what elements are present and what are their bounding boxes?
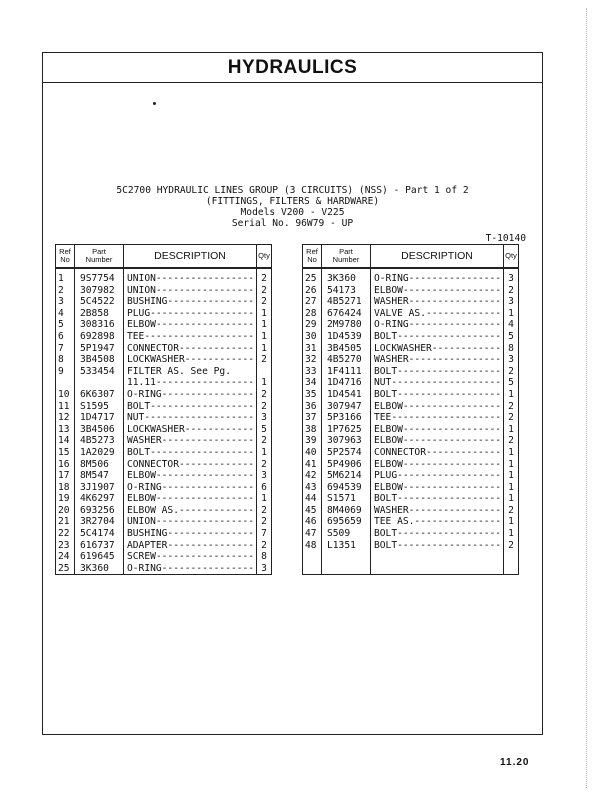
ref-cell: 44 bbox=[303, 493, 322, 505]
ref-cell: 13 bbox=[56, 424, 75, 436]
ref-cell: 47 bbox=[303, 528, 322, 540]
part-number-cell: 3R2704 bbox=[75, 516, 124, 528]
table-row bbox=[303, 319, 519, 331]
part-number-cell: 3B4508 bbox=[75, 354, 124, 366]
ref-cell: 38 bbox=[303, 424, 322, 436]
description-cell: O-RING---------------- bbox=[371, 319, 504, 331]
ref-cell: 25 bbox=[56, 563, 75, 575]
table-row bbox=[303, 268, 519, 285]
table-row bbox=[56, 412, 272, 424]
qty-cell: 1 bbox=[257, 319, 272, 331]
part-number-cell: S1571 bbox=[322, 493, 371, 505]
table-row bbox=[56, 366, 272, 378]
part-number-cell: 694539 bbox=[322, 482, 371, 494]
qty-cell: 3 bbox=[257, 563, 272, 575]
col-part-number: Part Number bbox=[322, 245, 371, 269]
table-row bbox=[56, 285, 272, 297]
table-row bbox=[303, 505, 519, 517]
description-cell: O-RING---------------- bbox=[124, 482, 257, 494]
qty-cell: 2 bbox=[257, 505, 272, 517]
part-number-cell: 8M547 bbox=[75, 470, 124, 482]
qty-cell: 2 bbox=[257, 459, 272, 471]
description-cell: ELBOW----------------- bbox=[371, 482, 504, 494]
qty-cell: 1 bbox=[257, 331, 272, 343]
heading-line-3: Models V200 - V225 bbox=[240, 207, 345, 218]
part-number-cell: 619645 bbox=[75, 551, 124, 563]
qty-cell: 1 bbox=[257, 343, 272, 355]
qty-cell: 8 bbox=[257, 551, 272, 563]
table-row bbox=[303, 389, 519, 401]
ref-cell: 11 bbox=[56, 401, 75, 413]
qty-cell: 2 bbox=[257, 389, 272, 401]
ref-cell: 28 bbox=[303, 308, 322, 320]
ref-cell: 15 bbox=[56, 447, 75, 459]
qty-cell: 1 bbox=[257, 493, 272, 505]
ref-cell: 32 bbox=[303, 354, 322, 366]
ref-cell: 31 bbox=[303, 343, 322, 355]
part-number-cell: 5P3166 bbox=[322, 412, 371, 424]
description-cell: NUT------------------- bbox=[371, 377, 504, 389]
qty-cell: 1 bbox=[504, 470, 519, 482]
description-cell: BOLT------------------ bbox=[371, 493, 504, 505]
page-number: 11.20 bbox=[500, 757, 530, 768]
table-row bbox=[303, 377, 519, 389]
table-row bbox=[303, 528, 519, 540]
part-number-cell: 4K6297 bbox=[75, 493, 124, 505]
page-title: HYDRAULICS bbox=[227, 56, 358, 78]
table-row bbox=[56, 551, 272, 563]
qty-cell: 5 bbox=[504, 377, 519, 389]
heading-line-2: (FITTINGS, FILTERS & HARDWARE) bbox=[205, 196, 380, 207]
ref-cell: 14 bbox=[56, 435, 75, 447]
ref-cell: 30 bbox=[303, 331, 322, 343]
parts-table-right bbox=[302, 244, 519, 575]
table-row bbox=[303, 354, 519, 366]
description-cell: PLUG------------------ bbox=[371, 470, 504, 482]
description-cell: CONNECTOR------------- bbox=[371, 447, 504, 459]
description-cell: BOLT------------------ bbox=[371, 540, 504, 552]
part-number-cell: 693256 bbox=[75, 505, 124, 517]
description-cell: BUSHING--------------- bbox=[124, 528, 257, 540]
description-cell: CONNECTOR------------- bbox=[124, 343, 257, 355]
part-number-cell bbox=[322, 563, 371, 575]
page-frame bbox=[42, 52, 543, 735]
description-cell bbox=[371, 563, 504, 575]
ref-cell: 19 bbox=[56, 493, 75, 505]
table-row bbox=[56, 401, 272, 413]
part-number-cell: 695659 bbox=[322, 516, 371, 528]
table-row bbox=[56, 528, 272, 540]
table-row bbox=[56, 435, 272, 447]
table-row bbox=[303, 470, 519, 482]
qty-cell: 1 bbox=[504, 516, 519, 528]
description-cell: ELBOW----------------- bbox=[371, 459, 504, 471]
ref-cell: 34 bbox=[303, 377, 322, 389]
table-row bbox=[303, 401, 519, 413]
part-number-cell: 8M4069 bbox=[322, 505, 371, 517]
part-number-cell: 1P7625 bbox=[322, 424, 371, 436]
part-number-cell: 2B858 bbox=[75, 308, 124, 320]
description-cell: TEE------------------- bbox=[371, 412, 504, 424]
qty-cell bbox=[257, 366, 272, 378]
ref-cell: 12 bbox=[56, 412, 75, 424]
qty-cell: 2 bbox=[257, 401, 272, 413]
qty-cell: 1 bbox=[504, 447, 519, 459]
ref-cell: 26 bbox=[303, 285, 322, 297]
qty-cell: 3 bbox=[257, 470, 272, 482]
part-number-cell: 4B5273 bbox=[75, 435, 124, 447]
qty-cell: 7 bbox=[257, 528, 272, 540]
description-cell: CONNECTOR------------- bbox=[124, 459, 257, 471]
description-cell: TEE------------------- bbox=[124, 331, 257, 343]
qty-cell: 2 bbox=[257, 540, 272, 552]
qty-cell: 1 bbox=[257, 308, 272, 320]
ref-cell: 35 bbox=[303, 389, 322, 401]
part-number-cell: 9S7754 bbox=[75, 268, 124, 285]
ref-cell: 24 bbox=[56, 551, 75, 563]
qty-cell: 2 bbox=[504, 285, 519, 297]
table-row bbox=[56, 354, 272, 366]
ref-cell: 43 bbox=[303, 482, 322, 494]
description-cell: 11.11----------------- bbox=[124, 377, 257, 389]
description-cell: WASHER---------------- bbox=[371, 505, 504, 517]
description-cell: BOLT------------------ bbox=[371, 389, 504, 401]
table-row bbox=[56, 389, 272, 401]
qty-cell: 2 bbox=[257, 285, 272, 297]
part-number-cell: 3K360 bbox=[322, 268, 371, 285]
description-cell: BOLT------------------ bbox=[124, 401, 257, 413]
qty-cell: 2 bbox=[504, 401, 519, 413]
part-number-cell: 3K360 bbox=[75, 563, 124, 575]
part-number-cell: 5C4174 bbox=[75, 528, 124, 540]
description-cell: NUT------------------- bbox=[124, 412, 257, 424]
qty-cell: 2 bbox=[257, 268, 272, 285]
description-cell: BOLT------------------ bbox=[371, 331, 504, 343]
table-row bbox=[303, 296, 519, 308]
description-cell: ELBOW----------------- bbox=[371, 424, 504, 436]
qty-cell: 2 bbox=[257, 435, 272, 447]
ref-cell: 37 bbox=[303, 412, 322, 424]
ref-cell: 29 bbox=[303, 319, 322, 331]
table-row bbox=[56, 308, 272, 320]
description-cell: ELBOW----------------- bbox=[124, 319, 257, 331]
ref-cell: 22 bbox=[56, 528, 75, 540]
description-cell: UNION----------------- bbox=[124, 516, 257, 528]
part-number-cell bbox=[75, 377, 124, 389]
part-number-cell: 307982 bbox=[75, 285, 124, 297]
ref-cell: 8 bbox=[56, 354, 75, 366]
ref-cell: 42 bbox=[303, 470, 322, 482]
table-row bbox=[303, 308, 519, 320]
table-row bbox=[56, 493, 272, 505]
ref-cell: 23 bbox=[56, 540, 75, 552]
table-row bbox=[303, 459, 519, 471]
part-number-cell: 5C4522 bbox=[75, 296, 124, 308]
part-number-cell: 3J1907 bbox=[75, 482, 124, 494]
part-number-cell: 308316 bbox=[75, 319, 124, 331]
table-row bbox=[56, 424, 272, 436]
description-cell bbox=[371, 551, 504, 563]
table-header-row bbox=[56, 245, 272, 269]
table-row bbox=[303, 540, 519, 552]
qty-cell: 3 bbox=[257, 412, 272, 424]
description-cell: O-RING---------------- bbox=[124, 389, 257, 401]
qty-cell: 1 bbox=[504, 424, 519, 436]
qty-cell: 1 bbox=[504, 528, 519, 540]
description-cell: BOLT------------------ bbox=[371, 528, 504, 540]
qty-cell: 4 bbox=[504, 319, 519, 331]
ref-cell: 33 bbox=[303, 366, 322, 378]
table-row bbox=[56, 377, 272, 389]
description-cell: SCREW----------------- bbox=[124, 551, 257, 563]
description-cell: ELBOW----------------- bbox=[371, 285, 504, 297]
ref-cell: 25 bbox=[303, 268, 322, 285]
description-cell: BOLT------------------ bbox=[371, 366, 504, 378]
heading-line-1: 5C2700 HYDRAULIC LINES GROUP (3 CIRCUITS) (NSS) - Part 1 of 2 bbox=[116, 185, 469, 196]
part-number-cell: 5P4906 bbox=[322, 459, 371, 471]
ref-cell: 20 bbox=[56, 505, 75, 517]
description-cell: ELBOW----------------- bbox=[124, 493, 257, 505]
part-number-cell: 616737 bbox=[75, 540, 124, 552]
ref-cell: 18 bbox=[56, 482, 75, 494]
ref-cell: 10 bbox=[56, 389, 75, 401]
table-row bbox=[303, 482, 519, 494]
stray-mark bbox=[153, 102, 156, 105]
table-row bbox=[303, 343, 519, 355]
ref-cell: 17 bbox=[56, 470, 75, 482]
qty-cell: 8 bbox=[504, 343, 519, 355]
part-number-cell: 3B4506 bbox=[75, 424, 124, 436]
description-cell: WASHER---------------- bbox=[124, 435, 257, 447]
qty-cell: 2 bbox=[504, 505, 519, 517]
qty-cell: 3 bbox=[504, 354, 519, 366]
description-cell: BOLT------------------ bbox=[124, 447, 257, 459]
qty-cell: 5 bbox=[257, 424, 272, 436]
col-description: DESCRIPTION bbox=[371, 245, 504, 269]
part-number-cell: 3B4505 bbox=[322, 343, 371, 355]
ref-cell bbox=[303, 563, 322, 575]
description-cell: O-RING---------------- bbox=[124, 563, 257, 575]
illustration-number: T-10140 bbox=[485, 233, 526, 244]
description-cell: UNION----------------- bbox=[124, 285, 257, 297]
table-row bbox=[56, 331, 272, 343]
table-row bbox=[56, 516, 272, 528]
description-cell: WASHER---------------- bbox=[371, 296, 504, 308]
qty-cell: 2 bbox=[504, 435, 519, 447]
qty-cell: 2 bbox=[504, 540, 519, 552]
table-row bbox=[303, 424, 519, 436]
ref-cell: 16 bbox=[56, 459, 75, 471]
qty-cell: 1 bbox=[257, 377, 272, 389]
ref-cell: 45 bbox=[303, 505, 322, 517]
table-row bbox=[303, 551, 519, 563]
part-number-cell: 4B5271 bbox=[322, 296, 371, 308]
qty-cell: 1 bbox=[504, 493, 519, 505]
ref-cell bbox=[303, 551, 322, 563]
part-number-cell: 6K6307 bbox=[75, 389, 124, 401]
col-ref-no: Ref No bbox=[303, 245, 322, 269]
table-row bbox=[56, 447, 272, 459]
ref-cell: 46 bbox=[303, 516, 322, 528]
part-number-cell: 1D4541 bbox=[322, 389, 371, 401]
part-number-cell: 692898 bbox=[75, 331, 124, 343]
qty-cell: 1 bbox=[504, 389, 519, 401]
heading-line-4: Serial No. 96W79 - UP bbox=[231, 218, 354, 229]
col-description: DESCRIPTION bbox=[124, 245, 257, 269]
ref-cell: 41 bbox=[303, 459, 322, 471]
qty-cell: 2 bbox=[504, 412, 519, 424]
description-cell: VALVE AS.------------- bbox=[371, 308, 504, 320]
part-number-cell: 54173 bbox=[322, 285, 371, 297]
ref-cell: 1 bbox=[56, 268, 75, 285]
qty-cell: 1 bbox=[504, 308, 519, 320]
part-number-cell: 307963 bbox=[322, 435, 371, 447]
part-number-cell: 1A2029 bbox=[75, 447, 124, 459]
table-row bbox=[303, 563, 519, 575]
part-number-cell: 5P1947 bbox=[75, 343, 124, 355]
col-qty: Qty bbox=[257, 245, 272, 269]
ref-cell: 6 bbox=[56, 331, 75, 343]
description-cell: LOCKWASHER------------ bbox=[124, 424, 257, 436]
table-row bbox=[303, 447, 519, 459]
table-row bbox=[303, 435, 519, 447]
table-row bbox=[303, 516, 519, 528]
qty-cell: 6 bbox=[257, 482, 272, 494]
table-row bbox=[303, 331, 519, 343]
part-number-cell: S1595 bbox=[75, 401, 124, 413]
qty-cell: 2 bbox=[257, 296, 272, 308]
parts-table-left bbox=[55, 244, 272, 575]
ref-cell: 21 bbox=[56, 516, 75, 528]
description-cell: ADAPTER--------------- bbox=[124, 540, 257, 552]
table-header-row bbox=[303, 245, 519, 269]
table-row bbox=[56, 319, 272, 331]
description-cell: BUSHING--------------- bbox=[124, 296, 257, 308]
col-ref-no: Ref No bbox=[56, 245, 75, 269]
qty-cell: 1 bbox=[504, 482, 519, 494]
part-number-cell: 1F4111 bbox=[322, 366, 371, 378]
description-cell: ELBOW AS.------------- bbox=[124, 505, 257, 517]
part-number-cell: L1351 bbox=[322, 540, 371, 552]
group-heading bbox=[43, 185, 542, 229]
ref-cell: 40 bbox=[303, 447, 322, 459]
table-row bbox=[303, 366, 519, 378]
table-row bbox=[303, 285, 519, 297]
title-band bbox=[43, 53, 542, 83]
ref-cell: 5 bbox=[56, 319, 75, 331]
part-number-cell: 533454 bbox=[75, 366, 124, 378]
part-number-cell: 2M9780 bbox=[322, 319, 371, 331]
ref-cell: 3 bbox=[56, 296, 75, 308]
qty-cell: 2 bbox=[504, 366, 519, 378]
col-qty: Qty bbox=[504, 245, 519, 269]
ref-cell: 27 bbox=[303, 296, 322, 308]
table-row bbox=[56, 343, 272, 355]
description-cell: LOCKWASHER------------ bbox=[124, 354, 257, 366]
table-row bbox=[56, 482, 272, 494]
description-cell: UNION----------------- bbox=[124, 268, 257, 285]
part-number-cell: 8M506 bbox=[75, 459, 124, 471]
part-number-cell: 1D4539 bbox=[322, 331, 371, 343]
part-number-cell: 4B5270 bbox=[322, 354, 371, 366]
ref-cell: 48 bbox=[303, 540, 322, 552]
qty-cell: 2 bbox=[257, 516, 272, 528]
table-row bbox=[56, 296, 272, 308]
part-number-cell: 5P2574 bbox=[322, 447, 371, 459]
table-row bbox=[56, 268, 272, 285]
description-cell: PLUG------------------ bbox=[124, 308, 257, 320]
qty-cell: 5 bbox=[504, 331, 519, 343]
qty-cell bbox=[504, 551, 519, 563]
ref-cell: 9 bbox=[56, 366, 75, 378]
ref-cell: 4 bbox=[56, 308, 75, 320]
table-row bbox=[303, 493, 519, 505]
ref-cell: 2 bbox=[56, 285, 75, 297]
part-number-cell: 307947 bbox=[322, 401, 371, 413]
col-part-number: Part Number bbox=[75, 245, 124, 269]
description-cell: O-RING---------------- bbox=[371, 268, 504, 285]
qty-cell: 3 bbox=[504, 296, 519, 308]
qty-cell: 1 bbox=[504, 459, 519, 471]
description-cell: ELBOW----------------- bbox=[371, 435, 504, 447]
description-cell: ELBOW----------------- bbox=[371, 401, 504, 413]
description-cell: LOCKWASHER------------ bbox=[371, 343, 504, 355]
qty-cell: 2 bbox=[257, 354, 272, 366]
part-number-cell: 1D4716 bbox=[322, 377, 371, 389]
description-cell: ELBOW----------------- bbox=[124, 470, 257, 482]
ref-cell: 39 bbox=[303, 435, 322, 447]
description-cell: WASHER---------------- bbox=[371, 354, 504, 366]
qty-cell: 3 bbox=[504, 268, 519, 285]
table-row bbox=[56, 563, 272, 575]
page-edge-line bbox=[586, 8, 587, 788]
description-cell: FILTER AS. See Pg. bbox=[124, 366, 257, 378]
part-number-cell: S509 bbox=[322, 528, 371, 540]
qty-cell: 1 bbox=[257, 447, 272, 459]
ref-cell: 36 bbox=[303, 401, 322, 413]
table-row bbox=[56, 459, 272, 471]
ref-cell bbox=[56, 377, 75, 389]
part-number-cell: 676424 bbox=[322, 308, 371, 320]
table-row bbox=[56, 470, 272, 482]
ref-cell: 7 bbox=[56, 343, 75, 355]
description-cell: TEE AS.--------------- bbox=[371, 516, 504, 528]
table-row bbox=[56, 540, 272, 552]
table-row bbox=[303, 412, 519, 424]
part-number-cell: 5M6214 bbox=[322, 470, 371, 482]
table-row bbox=[56, 505, 272, 517]
qty-cell bbox=[504, 563, 519, 575]
part-number-cell bbox=[322, 551, 371, 563]
part-number-cell: 1D4717 bbox=[75, 412, 124, 424]
